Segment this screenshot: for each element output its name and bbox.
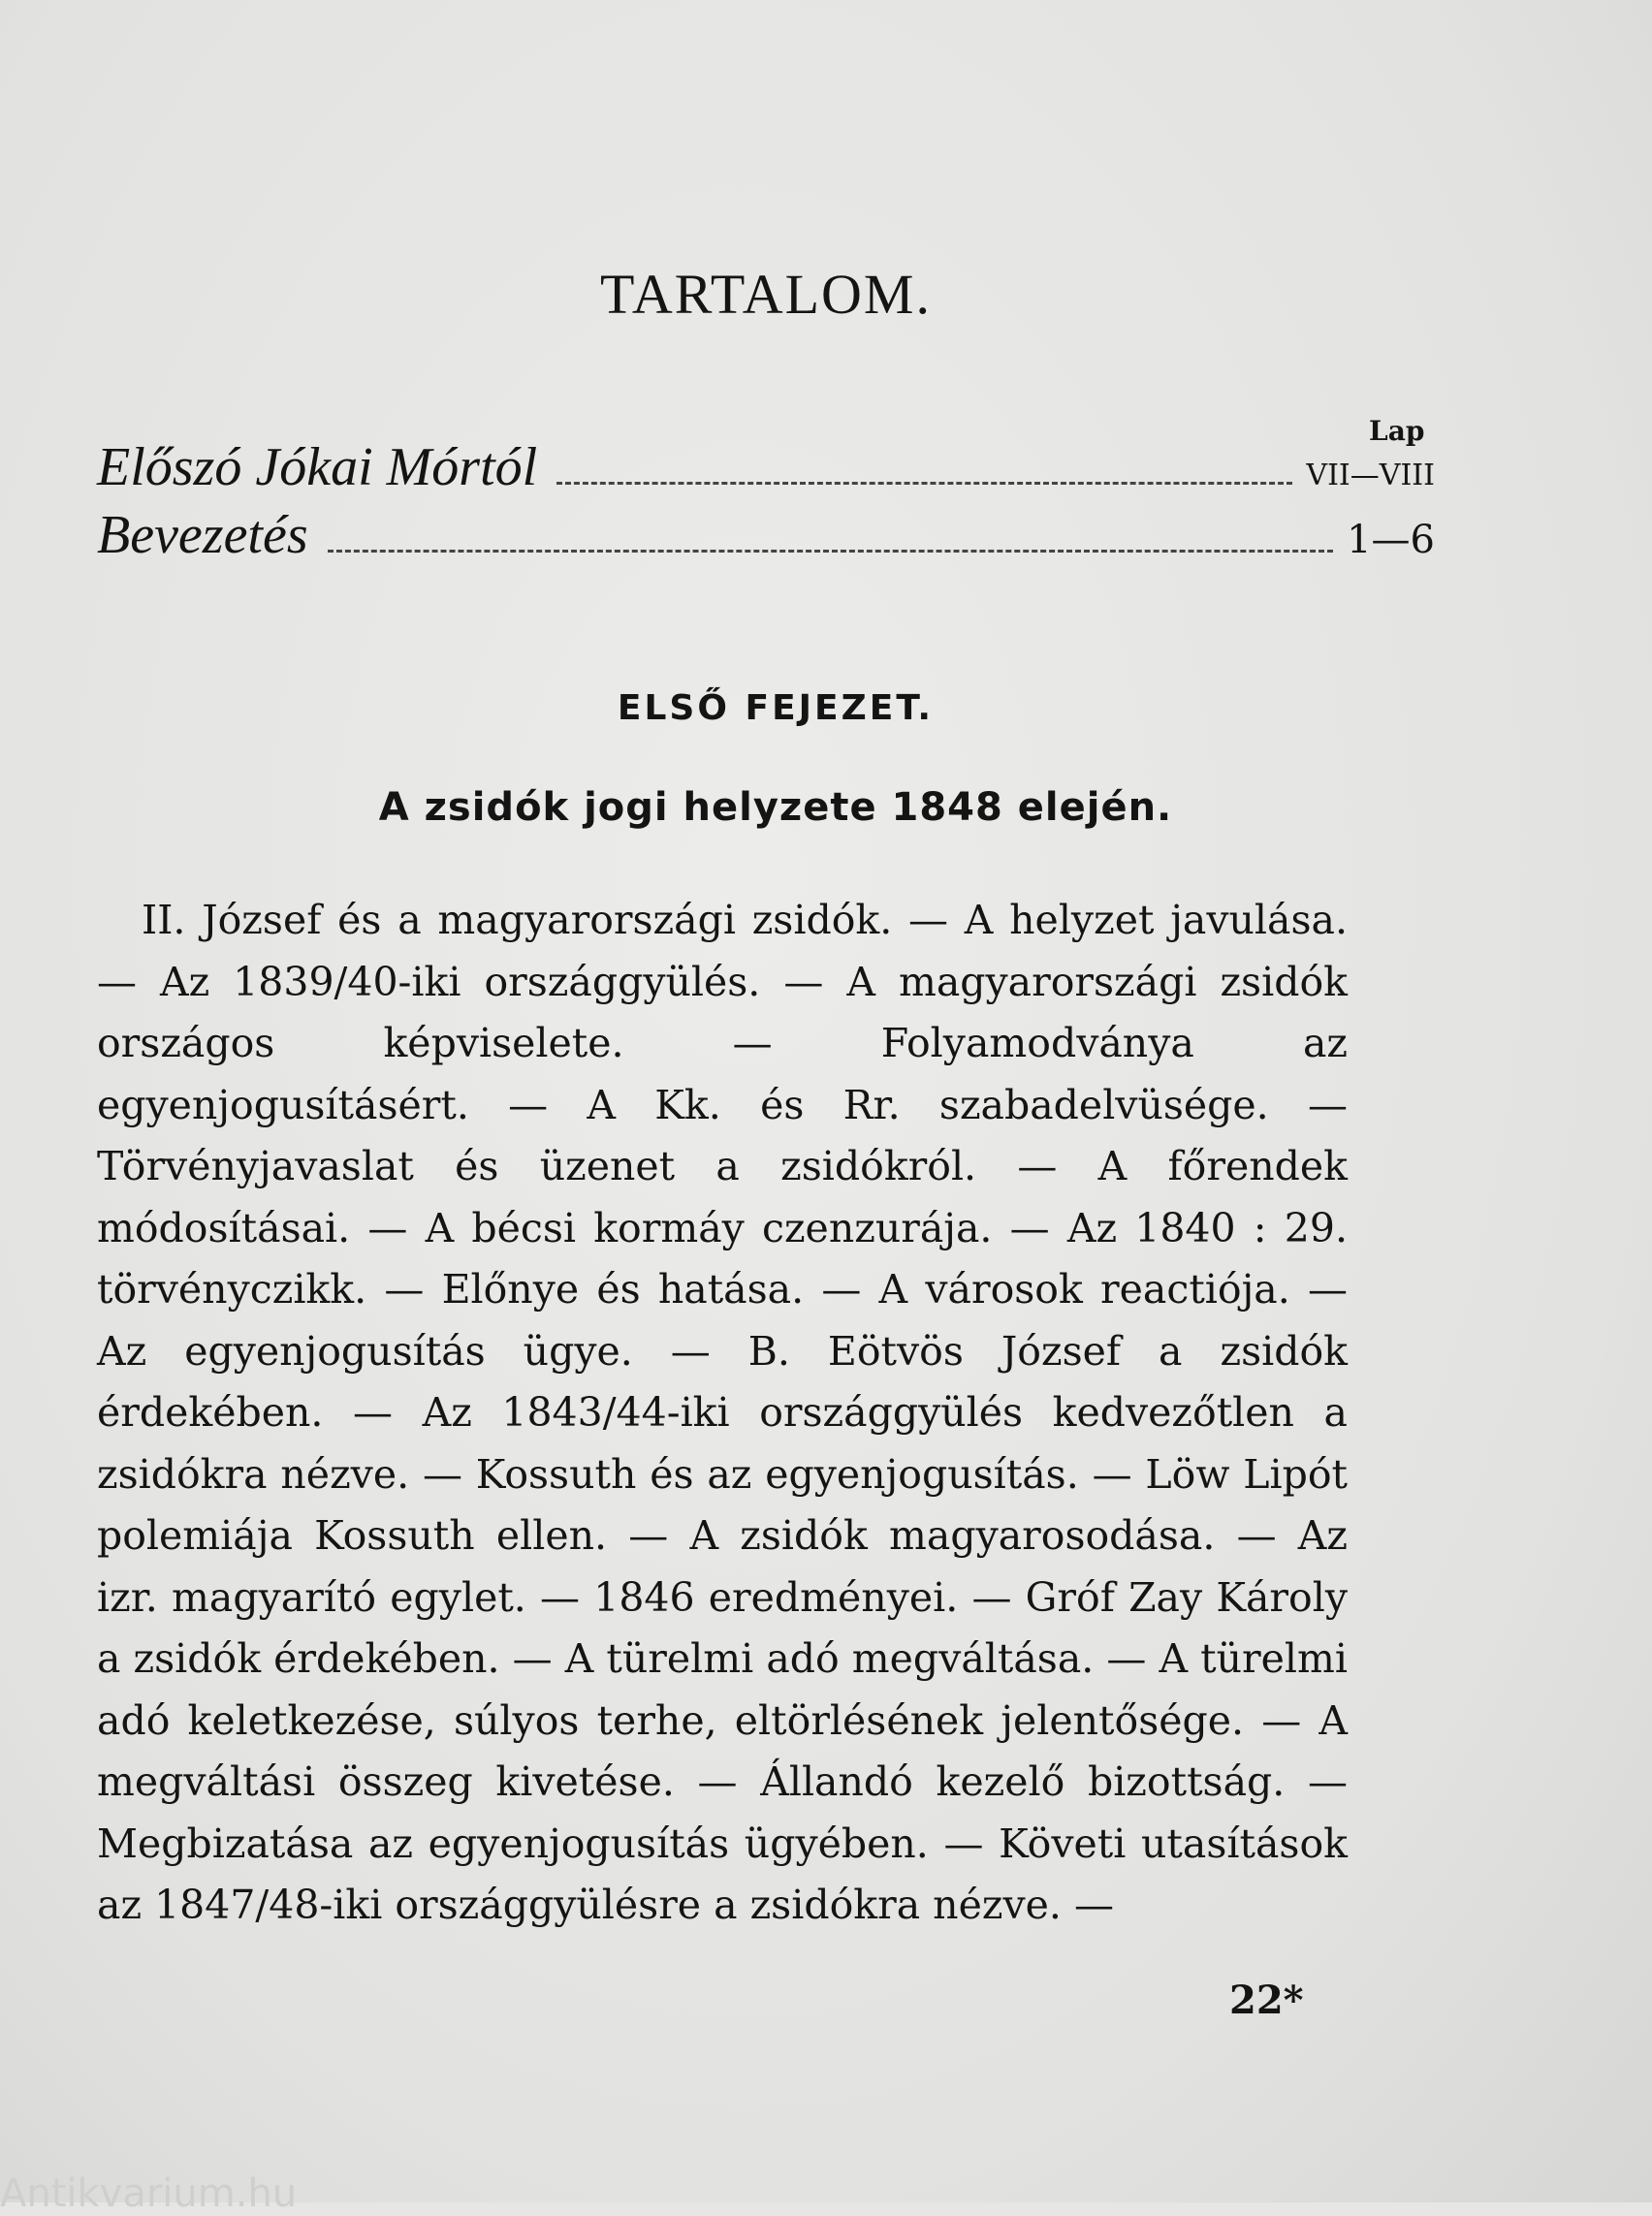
lap-column-label: Lap bbox=[1369, 415, 1425, 447]
toc-entry-page: VII—VIII bbox=[1306, 459, 1435, 492]
signature-mark: 22* bbox=[1229, 1978, 1304, 2023]
toc-entry-page: 1—6 bbox=[1347, 518, 1435, 562]
page-title: TARTALOM. bbox=[600, 263, 932, 326]
toc-entry bbox=[97, 436, 1435, 498]
chapter-heading: ELSŐ FEJEZET. bbox=[617, 688, 935, 728]
toc-dot-leader bbox=[328, 550, 1333, 553]
toc-entry-title: Bevezetés bbox=[97, 505, 308, 565]
chapter-title: A zsidók jogi helyzete 1848 elején. bbox=[378, 785, 1173, 830]
toc-dot-leader bbox=[556, 482, 1292, 485]
watermark: Antikvarium.hu bbox=[0, 2171, 298, 2216]
toc-entry-title: Előszó Jókai Mórtól bbox=[97, 437, 538, 497]
chapter-summary: II. József és a magyarországi zsidók. — A helyzet javulása. — Az 1839/40-iki országgyülés. — A magyarországi zsidók országos képviselete. — Folyamodványa az egyenjogusításért. — A Kk. és Rr. szabadelvüsége. — Törvényjavaslat és üzenet a zsidókról. — A főrendek módosításai. — A bécsi kormáy czenzurája. — Az 1840 : 29. törvényczikk. — Előnye és hatása. — A városok reactiója. — Az egyenjogusítás ügye. — B. Eötvös József a zsidók érdekében. — Az 1843/44-iki országgyülés kedvezőtlen a zsidókra nézve. — Kossuth és az egyenjogusítás. — Löw Lipót polemiája Kossuth ellen. — A zsidók magyarosodása. — Az izr. magyarító egylet. — 1846 eredményei. — Gróf Zay Károly a zsidók érdekében. — A türelmi adó megváltása. — A türelmi adó keletkezése, súlyos terhe, eltörlésének jelentősége. — A megváltási összeg kivetése. — Állandó kezelő bizottság. — Megbizatása az egyenjogusítás ügyében. — Követi utasítások az 1847/48-iki országgyülésre a zsidókra nézve. — bbox=[97, 897, 1348, 1928]
toc-entry bbox=[97, 504, 1435, 566]
